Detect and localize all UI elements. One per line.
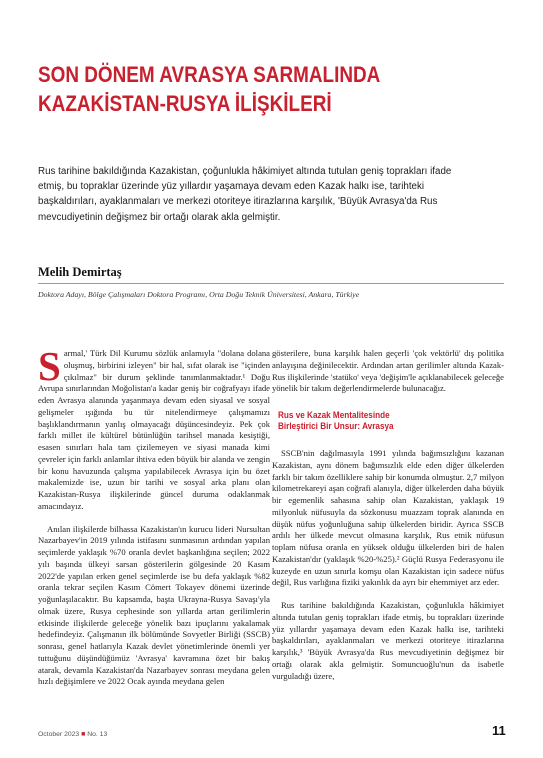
author-divider [38, 283, 504, 284]
body-paragraph [38, 343, 270, 513]
lead-paragraph: Rus tarihine bakıldığında Kazakistan, çoğunlukla hâkimiyet altında tutulan geniş toprakları ifade etmiş, bu topraklar üzerinde yüz yıllardır yaşamaya devam eden Kazak halkı ise, tarihteki başkaldırıları, ayaklanmaları ve merkezi otoriteye itirazlarına karşılık, 'Büyük Avrasya'da Rus mevcudiyetinin değişmez bir ortağı olarak akla gelmiştir. [38, 166, 452, 223]
body-paragraph: Anılan ilişkilerde bilhassa Kazakistan'ın kurucu lideri Nursultan Nazarbayev'in 2019 yılında istifasını sunmasının ardından yapılan seçimlerde yaklaşık %70 oranla devlet başkanlığına seçilen; 2022 yılı başında ülkeyi sarsan gösterilerin gölgesinde 20 Kasım 2022'de yapılan erken genel seçimlerde ise bu defa yaklaşık %82 oranla tekrar seçilen Kasım Cömert Tokayev dönemi üzerinde yoğunlaşılacaktır. Bu kapsamda, başta Ukrayna-Rusya Savaşı'yla olmak üzere, Rusya cephesinde son yıllarda artan gerilimlerin etkisinde ilişkilerde geleceğe yönelik bazı ipuçlarını yakalamak hedefindeyiz. Çalışmanın ilk bölümünde Sovyetler Birliği (SSCB) sonrası, genel hatlarıyla Kazak devlet yönetimlerinde önemli yer tuttuğunu düşündüğümüz 'Avrasya' kavramına özet bir bakış atarak, devamla Kazakistan'da Nazarbayev sonrası meydana gelen hızlı değişimlere ve 2022 Ocak ayında meydana gelen [38, 523, 270, 687]
issue-info [38, 731, 107, 738]
page-number: 11 [492, 723, 506, 738]
separator-dot-icon: ■ [81, 731, 86, 738]
left-column [38, 343, 270, 699]
article-title [38, 60, 442, 118]
body-paragraph: Rus tarihine bakıldığında Kazakistan, çoğunlukla hâkimiyet altında tutulan geniş toprakları ifade etmiş, bu toprakları üzerinde yüz yıllardır yaşamaya devam eden Kazak halkı ise, tarihteki başkaldırıları, ayaklanmaları ve merkezi otoriteye itirazlarına karşılık,³ 'Büyük Avrasya'da Rus mevcudiyetinin değişmez bir ortağı olarak akla gelmiştir. Somuncuoğlu'nun da isabetle vurguladığı üzere, [272, 600, 504, 681]
drop-cap: S [38, 343, 61, 389]
right-column [272, 348, 504, 693]
body-paragraph: gösterilere, buna karşılık halen geçerli 'çok vektörlü' dış politika anlayışına değinilecektir. Ardından artan gerilimler altında Kazak-Rus ilişkilerinde 'statüko' veya 'değişim'le açıklanabilecek geleceğe yönelik bir takım değerlendirmelerde bulunacağız. [272, 348, 504, 394]
section-heading [278, 410, 486, 432]
title-line-1: SON DÖNEM AVRASYA SARMALINDA [38, 62, 381, 87]
author-name: Melih Demirtaş [38, 265, 122, 279]
paragraph-text: armal,' Türk Dil Kurumu sözlük anlamıyla "dolana dolana oluşmuş, birbirini izleyen" bir hal, sıfat olarak ise "içinden çıkılmaz" bir durum şeklinde tanımlanmaktadır.¹ Doğu Avrupa sınırlarından Moğolistan'a kadar geniş bir coğrafyayı ifade eden Avrasya alanında yaşanmaya devam eden siyasal ve sosyal gelişmeler ışığında bu tür nitelendirmeye çalışmamızı başlıklandırmanın yanlış olmayacağı düşüncesindeyiz. Pek çok farklı millet ile kültürel bütünlüğün tarihsel manada kesiştiği, esasen sınırları hala tam çizilemeyen ve siyasi manada kimi çevreler için farklı anlamlar ihtiva eden büyük bir alanda ve zengin bir konu havuzunda çalışma yapılabilecek Avrasya için bu özet makalemizde ise, uzun bir tarihi ve sosyal arka planı olan Kazakistan-Rusya ilişkilerinde güncel duruma odaklanmak amacındayız. [38, 348, 270, 511]
issue-date: October 2023 [38, 731, 80, 738]
body-paragraph: SSCB'nin dağılmasıyla 1991 yılında bağımsızlığını kazanan Kazakistan, aynı dönem bağımsızlık elde eden diğer ülkelerden farklı bir takım özelliklere sahip bir konumda olmuştur. 2,7 milyon kilometrekareyi aşan coğrafi alanıyla, diğer ülkelerden daha büyük bir egemenlik sahasına sahip olan Kazakistan, yaklaşık 19 milyonluk nüfusuyla da sözkonusu muazzam toprak alanında en düşük nüfus yoğunluğuna sahip ülkelerden biridir. Ayrıca SSCB ardılı her ülkede mevcut olmasına karşılık, Rus etnik nüfusun toplam nüfusa oranla en yüksek olduğu ülkelerden biri de halen Kazakistan'dır (yaklaşık %20-%25).² Güçlü Rusya Federasyonu ile kuzeyde en uzun sınırla komşu olan Kazakistan için sadece nüfus değil, Rus varlığına fiziki yakınlık da ayrı bir ehemmiyet arz eder. [272, 448, 504, 588]
section-heading-line-1: Rus ve Kazak Mentalitesinde [278, 410, 390, 420]
issue-number: No. 13 [87, 731, 108, 738]
section-heading-line-2: Birleştirici Bir Unsur: Avrasya [278, 421, 394, 431]
title-line-2: KAZAKİSTAN-RUSYA İLİŞKİLERİ [38, 91, 332, 116]
author-affiliation: Doktora Adayı, Bölge Çalışmaları Doktora Programı, Orta Doğu Teknik Üniversitesi, Ankara, Türkiye [38, 290, 360, 299]
